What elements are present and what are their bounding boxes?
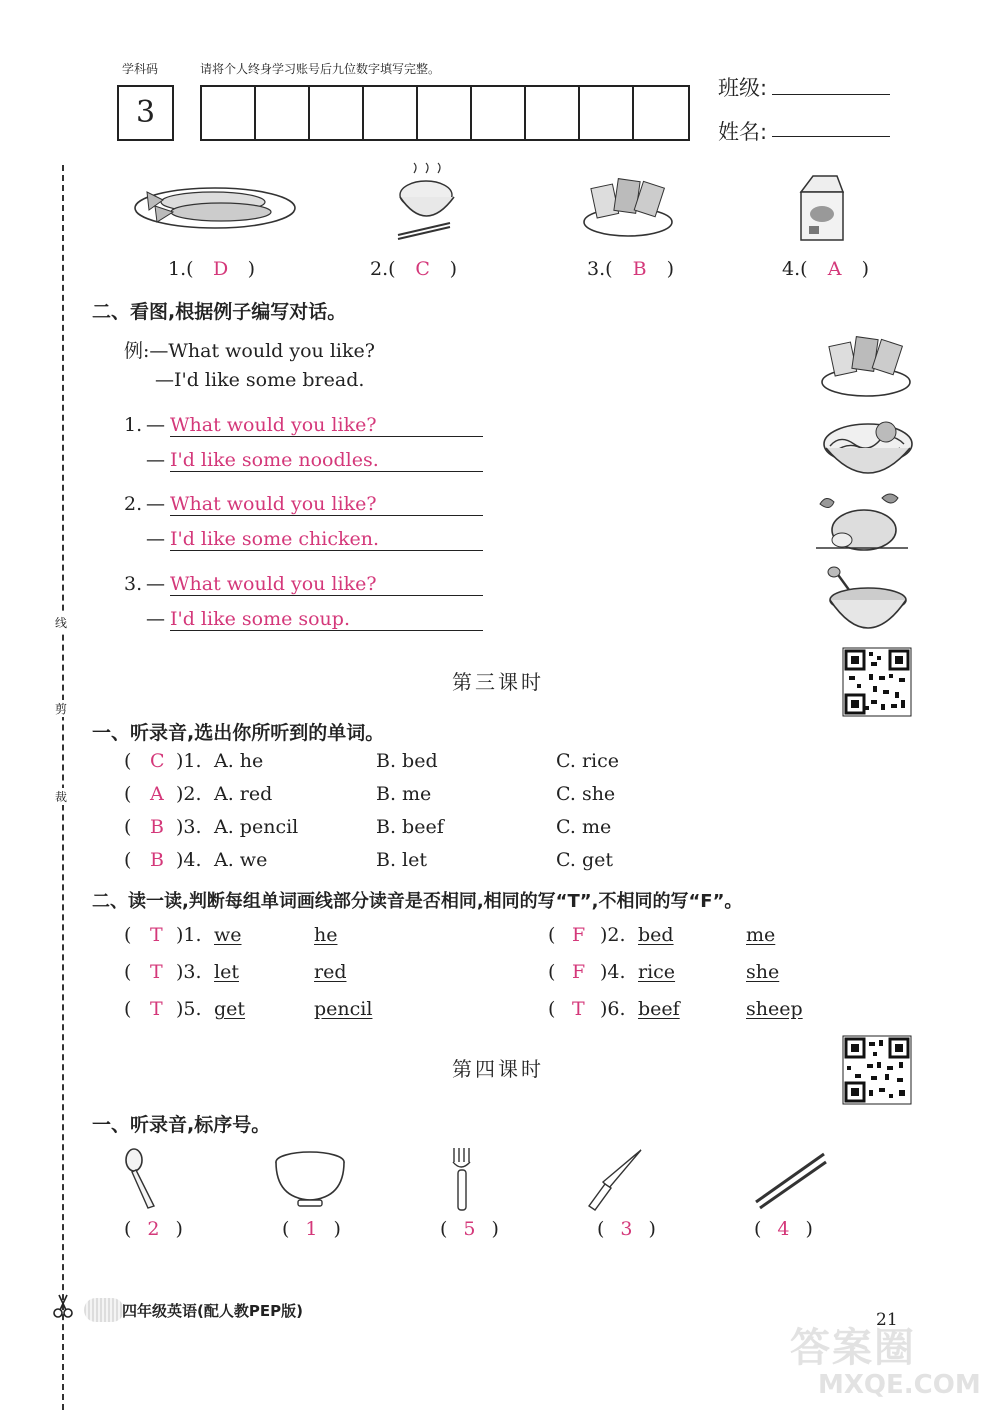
cut-label-cai: 裁 <box>55 790 68 804</box>
open-paren: ( <box>124 1218 132 1240</box>
choice-number: )3. <box>176 816 202 838</box>
tf-answer[interactable]: T <box>150 924 163 946</box>
choice-answer[interactable]: B <box>150 816 164 838</box>
example-question: 例:—What would you like? <box>124 340 375 362</box>
tf-number: )2. <box>600 924 626 946</box>
open-paren: ( <box>124 998 132 1020</box>
choice-number: )2. <box>176 783 202 805</box>
open-paren: ( <box>548 924 556 946</box>
choice-answer[interactable]: A <box>150 783 164 805</box>
choice-answer[interactable]: C <box>150 750 165 772</box>
tf-word-1: beef <box>638 998 680 1020</box>
open-paren: ( <box>124 750 132 772</box>
tf-word-2: me <box>746 924 776 946</box>
option-a: A. he <box>214 750 264 772</box>
open-paren: ( <box>548 998 556 1020</box>
tf-word-2: pencil <box>314 998 373 1020</box>
answer-close: ) <box>861 258 870 280</box>
order-value[interactable]: 1 <box>305 1218 318 1240</box>
dialogue-1-question[interactable]: What would you like? <box>170 414 483 437</box>
answer-close: ) <box>449 258 458 280</box>
dialogue-3-question[interactable]: What would you like? <box>170 573 483 596</box>
dialogue-2-answer[interactable]: I'd like some chicken. <box>170 528 483 551</box>
answer-close: ) <box>247 258 256 280</box>
option-c: C. me <box>556 816 612 838</box>
dialogue-dash: — <box>146 528 165 550</box>
digit-cell[interactable] <box>308 87 310 139</box>
choice-row-4 <box>124 849 824 879</box>
choice-number: )1. <box>176 750 202 772</box>
dialogue-dash: — <box>146 608 165 630</box>
order-value[interactable]: 5 <box>463 1218 476 1240</box>
answer-label: 2.( <box>370 258 396 280</box>
digit-cell[interactable] <box>254 87 256 139</box>
watermark-logo: 答案圈 <box>790 1325 916 1371</box>
dialogue-dash: — <box>146 493 165 515</box>
digit-cell[interactable] <box>524 87 526 139</box>
dialogue-1-answer[interactable]: I'd like some noodles. <box>170 449 483 472</box>
soup-bowl-icon <box>826 566 910 640</box>
option-c: C. rice <box>556 750 619 772</box>
close-paren: ) <box>491 1218 499 1240</box>
tf-word-2: she <box>746 961 780 983</box>
chopsticks-icon <box>754 1150 828 1210</box>
fish-icon <box>133 180 298 232</box>
lesson4-part1-title: 一、听录音,标序号。 <box>92 1114 271 1136</box>
answer-value[interactable]: C <box>415 258 430 280</box>
bread-plate-icon <box>580 172 676 242</box>
tf-row-3 <box>124 961 424 991</box>
dialogue-3-answer[interactable]: I'd like some soup. <box>170 608 483 631</box>
answer-close: ) <box>666 258 675 280</box>
open-paren: ( <box>124 961 132 983</box>
open-paren: ( <box>440 1218 448 1240</box>
choice-number: )4. <box>176 849 202 871</box>
open-paren: ( <box>124 783 132 805</box>
subject-code-box <box>117 85 174 141</box>
option-b: B. beef <box>376 816 444 838</box>
digit-cell[interactable] <box>578 87 580 139</box>
close-paren: ) <box>648 1218 656 1240</box>
bread-plate-icon <box>818 330 914 402</box>
open-paren: ( <box>124 816 132 838</box>
top-answer-2 <box>370 258 457 280</box>
open-paren: ( <box>282 1218 290 1240</box>
class-label: 班级: <box>718 76 768 100</box>
tf-row-2 <box>548 924 848 954</box>
top-answer-3 <box>587 258 674 280</box>
tf-answer[interactable]: F <box>572 924 586 946</box>
choice-row-1 <box>124 750 824 780</box>
option-b: B. me <box>376 783 432 805</box>
tf-answer[interactable]: T <box>572 998 585 1020</box>
tf-row-6 <box>548 998 848 1028</box>
option-a: A. we <box>214 849 268 871</box>
noodles-bowl-icon <box>820 410 916 486</box>
cut-label-jian: 剪 <box>55 702 68 716</box>
subject-code-label: 学科码 <box>122 62 159 76</box>
answer-value[interactable]: D <box>212 258 229 280</box>
answer-label: 3.( <box>587 258 613 280</box>
example-answer: —I'd like some bread. <box>155 369 365 391</box>
close-paren: ) <box>805 1218 813 1240</box>
tf-number: )1. <box>176 924 202 946</box>
order-value[interactable]: 2 <box>147 1218 160 1240</box>
lesson3-part1-title: 一、听录音,选出你所听到的单词。 <box>92 722 385 744</box>
option-c: C. she <box>556 783 616 805</box>
tf-word-2: he <box>314 924 338 946</box>
account-digit-boxes[interactable] <box>200 85 690 141</box>
close-paren: ) <box>175 1218 183 1240</box>
tf-answer[interactable]: T <box>150 998 163 1020</box>
tf-word-2: red <box>314 961 347 983</box>
footer-decoration <box>84 1298 124 1322</box>
option-c: C. get <box>556 849 613 871</box>
book-title: 四年级英语(配人教PEP版) <box>122 1302 303 1320</box>
choice-row-2 <box>124 783 824 813</box>
name-blank[interactable] <box>772 136 890 137</box>
order-value[interactable]: 3 <box>620 1218 633 1240</box>
open-paren: ( <box>597 1218 605 1240</box>
order-value[interactable]: 4 <box>777 1218 790 1240</box>
name-label: 姓名: <box>718 120 768 144</box>
choice-row-3 <box>124 816 824 846</box>
option-a: A. pencil <box>214 816 299 838</box>
digit-cell[interactable] <box>470 87 472 139</box>
option-b: B. bed <box>376 750 438 772</box>
option-a: A. red <box>214 783 273 805</box>
choice-answer[interactable]: B <box>150 849 164 871</box>
fork-icon <box>450 1146 476 1212</box>
digit-cell[interactable] <box>362 87 364 139</box>
qr-code-icon[interactable] <box>843 1036 911 1104</box>
tf-number: )3. <box>176 961 202 983</box>
knife-icon <box>585 1148 645 1212</box>
dialogue-1-number: 1. <box>124 414 143 436</box>
answer-value[interactable]: A <box>827 258 842 280</box>
order-answer-knife <box>597 1218 667 1240</box>
order-answer-fork <box>440 1218 510 1240</box>
milk-carton-icon <box>793 172 849 244</box>
tf-answer[interactable]: T <box>150 961 163 983</box>
tf-word-1: we <box>214 924 242 946</box>
tf-word-1: let <box>214 961 239 983</box>
watermark-url: MXQE.COM <box>818 1370 981 1400</box>
open-paren: ( <box>548 961 556 983</box>
lesson3-title: 第三课时 <box>452 670 544 694</box>
tf-number: )4. <box>600 961 626 983</box>
class-blank[interactable] <box>772 94 890 95</box>
tf-word-1: bed <box>638 924 674 946</box>
dialogue-3-number: 3. <box>124 573 143 595</box>
order-answer-chopsticks <box>754 1218 824 1240</box>
dialogue-dash: — <box>146 449 165 471</box>
lesson3-part2-title: 二、读一读,判断每组单词画线部分读音是否相同,相同的写“T”,不相同的写“F”。 <box>92 891 743 912</box>
answer-value[interactable]: B <box>632 258 647 280</box>
page-number: 21 <box>876 1310 898 1330</box>
open-paren: ( <box>754 1218 762 1240</box>
tf-row-5 <box>124 998 424 1028</box>
account-instruction: 请将个人终身学习账号后九位数字填写完整。 <box>200 62 441 76</box>
tf-answer[interactable]: F <box>572 961 586 983</box>
tf-word-1: get <box>214 998 246 1020</box>
tf-row-4 <box>548 961 848 991</box>
dialogue-dash: — <box>146 414 165 436</box>
subject-code-value: 3 <box>135 95 156 130</box>
tf-word-1: rice <box>638 961 676 983</box>
section2-title: 二、看图,根据例子编写对话。 <box>92 301 347 323</box>
open-paren: ( <box>124 924 132 946</box>
answer-label: 1.( <box>168 258 194 280</box>
dialogue-dash: — <box>146 573 165 595</box>
top-answer-1 <box>168 258 255 280</box>
spoon-icon <box>122 1148 162 1210</box>
tf-row-1 <box>124 924 424 954</box>
roast-chicken-icon <box>812 490 912 560</box>
cut-label-xian: 线 <box>55 616 68 630</box>
rice-bowl-icon <box>392 165 462 245</box>
digit-cell[interactable] <box>632 87 634 139</box>
digit-cell[interactable] <box>416 87 418 139</box>
tf-number: )6. <box>600 998 626 1020</box>
open-paren: ( <box>124 849 132 871</box>
order-answer-bowl <box>282 1218 352 1240</box>
qr-code-icon[interactable] <box>843 648 911 716</box>
top-answer-4 <box>782 258 869 280</box>
tf-number: )5. <box>176 998 202 1020</box>
option-b: B. let <box>376 849 427 871</box>
dialogue-2-number: 2. <box>124 493 143 515</box>
order-answer-spoon <box>124 1218 194 1240</box>
scissors-icon <box>52 1293 74 1319</box>
answer-label: 4.( <box>782 258 808 280</box>
bowl-icon <box>272 1150 348 1208</box>
dialogue-2-question[interactable]: What would you like? <box>170 493 483 516</box>
tf-word-2: sheep <box>746 998 803 1020</box>
lesson4-title: 第四课时 <box>452 1057 544 1081</box>
close-paren: ) <box>333 1218 341 1240</box>
